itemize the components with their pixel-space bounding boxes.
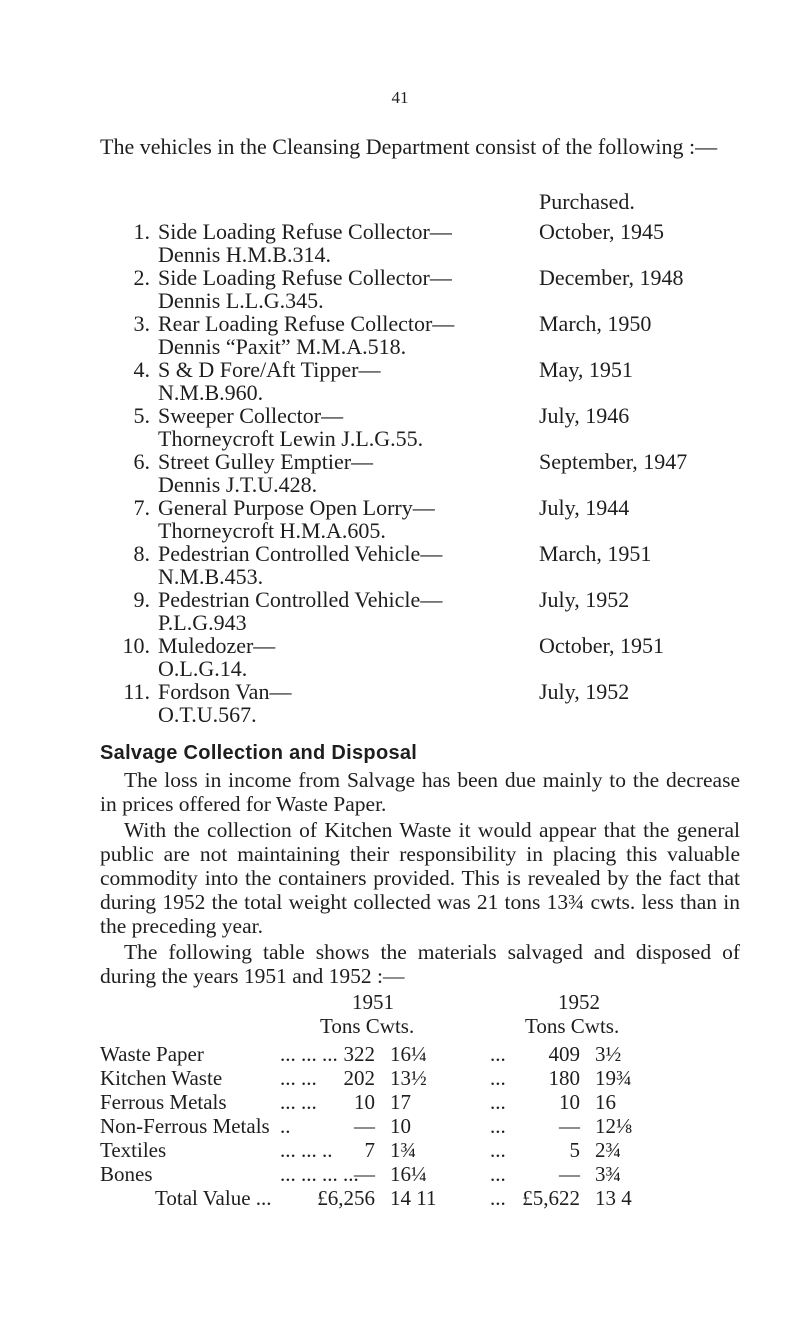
vehicle-registration: Dennis J.T.U.428. xyxy=(158,472,318,497)
cwts-1951: 16¼ xyxy=(390,1162,427,1186)
vehicle-description: Fordson Van— xyxy=(158,679,292,704)
vehicle-purchased-date: July, 1952 xyxy=(539,679,630,704)
vehicle-number: 8. xyxy=(133,541,150,566)
cwts-1951: 17 xyxy=(390,1090,411,1114)
table-row xyxy=(100,1066,760,1090)
table-year-header: 1951 xyxy=(352,990,394,1014)
paragraph xyxy=(100,940,740,988)
table-row xyxy=(100,1162,760,1186)
vehicle-purchased-date: March, 1950 xyxy=(539,311,652,336)
vehicle-purchased-date: October, 1945 xyxy=(539,219,664,244)
tons-1952: 409 xyxy=(548,1042,580,1066)
vehicle-purchased-date: May, 1951 xyxy=(539,357,633,382)
purchased-heading: Purchased. xyxy=(539,189,635,214)
tons-1951: 10 xyxy=(354,1090,375,1114)
cwts-1951: 16¼ xyxy=(390,1042,427,1066)
table-units-header: Tons Cwts. xyxy=(525,1014,620,1038)
leader-dots: ... xyxy=(490,1186,506,1210)
paragraph-text: The following table shows the materials salvaged and disposed of during the years 1951 and 1952 :— xyxy=(100,940,740,988)
vehicle-number: 4. xyxy=(133,357,150,382)
total-label: Total Value ... xyxy=(155,1186,272,1210)
cwts-1951: 13½ xyxy=(390,1066,427,1090)
table-units-header: Tons Cwts. xyxy=(320,1014,415,1038)
vehicle-registration: Dennis L.L.G.345. xyxy=(158,288,324,313)
vehicle-number: 2. xyxy=(133,265,150,290)
material-name: Kitchen Waste xyxy=(100,1066,223,1090)
leader-dots: .. xyxy=(280,1114,291,1138)
vehicle-number: 1. xyxy=(133,219,150,244)
vehicle-description: Side Loading Refuse Collector— xyxy=(158,265,452,290)
vehicle-number: 3. xyxy=(133,311,150,336)
material-name: Ferrous Metals xyxy=(100,1090,227,1114)
total-sd-1952: 13 4 xyxy=(595,1186,632,1210)
tons-1951: — xyxy=(354,1162,375,1186)
vehicle-description: General Purpose Open Lorry— xyxy=(158,495,435,520)
material-name: Waste Paper xyxy=(100,1042,204,1066)
tons-1951: 322 xyxy=(343,1042,375,1066)
vehicle-purchased-date: July, 1944 xyxy=(539,495,630,520)
table-row xyxy=(100,1042,760,1066)
paragraph-text: The loss in income from Salvage has been due mainly to the decrease in prices offered for Waste Paper. xyxy=(100,768,740,816)
vehicle-registration: Dennis H.M.B.314. xyxy=(158,242,331,267)
vehicle-purchased-date: July, 1946 xyxy=(539,403,630,428)
vehicle-purchased-date: September, 1947 xyxy=(539,449,688,474)
table-row xyxy=(100,1114,760,1138)
tons-1952: 180 xyxy=(548,1066,580,1090)
vehicle-description: Pedestrian Controlled Vehicle— xyxy=(158,541,443,566)
vehicle-registration: Dennis “Paxit” M.M.A.518. xyxy=(158,334,407,359)
leader-dots: ... xyxy=(490,1090,506,1114)
leader-dots: ... xyxy=(490,1162,506,1186)
tons-1952: 5 xyxy=(569,1138,580,1162)
leader-dots: ... ... ... xyxy=(280,1042,338,1066)
vehicle-registration: Thorneycroft Lewin J.L.G.55. xyxy=(158,426,424,451)
table-total-row xyxy=(100,1186,760,1210)
table-year-header: 1952 xyxy=(558,990,600,1014)
vehicle-registration: Thorneycroft H.M.A.605. xyxy=(158,518,386,543)
material-name: Bones xyxy=(100,1162,153,1186)
vehicle-registration: N.M.B.453. xyxy=(158,564,264,589)
cwts-1952: 3½ xyxy=(595,1042,622,1066)
cwts-1951: 10 xyxy=(390,1114,411,1138)
cwts-1952: 12⅛ xyxy=(595,1114,632,1138)
page-number: 41 xyxy=(391,88,409,107)
vehicle-purchased-date: March, 1951 xyxy=(539,541,652,566)
material-name: Textiles xyxy=(100,1138,167,1162)
leader-dots: ... xyxy=(490,1138,506,1162)
section-heading: Salvage Collection and Disposal xyxy=(100,742,418,764)
tons-1951: 7 xyxy=(364,1138,375,1162)
vehicle-registration: O.L.G.14. xyxy=(158,656,248,681)
leader-dots: ... xyxy=(490,1066,506,1090)
intro-text: The vehicles in the Cleansing Department consist of the following :— xyxy=(100,134,718,159)
vehicle-purchased-date: July, 1952 xyxy=(539,587,630,612)
vehicle-purchased-date: October, 1951 xyxy=(539,633,664,658)
vehicle-registration: N.M.B.960. xyxy=(158,380,264,405)
table-row xyxy=(100,1138,760,1162)
leader-dots: ... xyxy=(490,1042,506,1066)
total-value-1952: £5,622 xyxy=(522,1186,580,1210)
cwts-1952: 3¾ xyxy=(595,1162,622,1186)
vehicle-number: 11. xyxy=(123,679,150,704)
leader-dots: ... ... xyxy=(280,1090,317,1114)
tons-1952: 10 xyxy=(559,1090,580,1114)
vehicle-number: 9. xyxy=(133,587,150,612)
cwts-1952: 16 xyxy=(595,1090,616,1114)
vehicle-description: Side Loading Refuse Collector— xyxy=(158,219,452,244)
vehicle-description: Pedestrian Controlled Vehicle— xyxy=(158,587,443,612)
tons-1952: — xyxy=(559,1114,580,1138)
paragraph xyxy=(100,818,740,938)
total-value-1951: £6,256 xyxy=(317,1186,375,1210)
leader-dots: ... ... ... ... xyxy=(280,1162,359,1186)
vehicle-purchased-date: December, 1948 xyxy=(539,265,684,290)
vehicle-description: Street Gulley Emptier— xyxy=(158,449,374,474)
paragraph xyxy=(100,768,740,816)
tons-1952: — xyxy=(559,1162,580,1186)
vehicle-registration: O.T.U.567. xyxy=(158,702,257,727)
cwts-1952: 19¾ xyxy=(595,1066,632,1090)
material-name: Non-Ferrous Metals xyxy=(100,1114,270,1138)
table-row xyxy=(100,1090,760,1114)
tons-1951: 202 xyxy=(343,1066,375,1090)
vehicle-description: Sweeper Collector— xyxy=(158,403,344,428)
vehicle-description: Muledozer— xyxy=(158,633,276,658)
cwts-1952: 2¾ xyxy=(595,1138,622,1162)
leader-dots: ... ... xyxy=(280,1066,317,1090)
cwts-1951: 1¾ xyxy=(390,1138,417,1162)
vehicle-number: 5. xyxy=(133,403,150,428)
vehicle-registration: P.L.G.943 xyxy=(158,610,247,635)
leader-dots: ... xyxy=(490,1114,506,1138)
total-sd-1951: 14 11 xyxy=(390,1186,437,1210)
vehicle-description: Rear Loading Refuse Collector— xyxy=(158,311,455,336)
tons-1951: — xyxy=(354,1114,375,1138)
vehicle-number: 7. xyxy=(133,495,150,520)
leader-dots: ... ... .. xyxy=(280,1138,333,1162)
vehicle-description: S & D Fore/Aft Tipper— xyxy=(158,357,381,382)
vehicle-number: 10. xyxy=(122,633,150,658)
paragraph-text: With the collection of Kitchen Waste it would appear that the general public are not maintaining their responsibility in placing this valuable commodity into the containers provided. This is revealed by the fact that during 1952 the total weight collected was 21 tons 13¾ cwts. less than in the preceding year. xyxy=(100,818,740,938)
vehicle-number: 6. xyxy=(133,449,150,474)
